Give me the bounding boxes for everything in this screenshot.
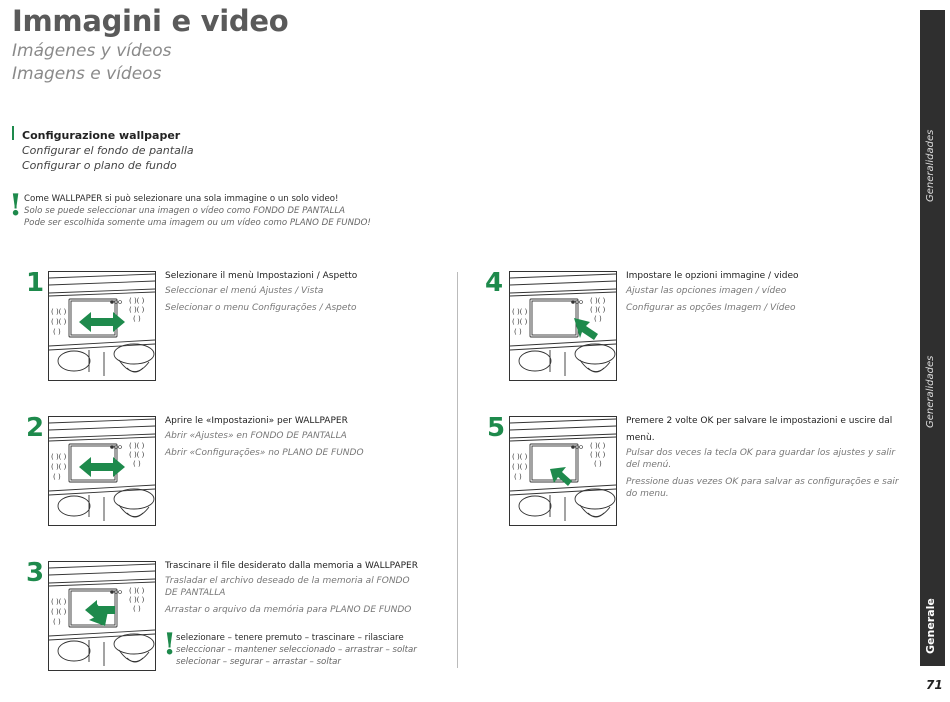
sidebar-label-bottom: Generale — [924, 598, 937, 654]
chapter-sidebar — [920, 10, 945, 666]
svg-text:( )( ): ( )( ) — [129, 587, 145, 595]
step-text-es: Trasladar el archivo deseado de la memoria al FONDO DE PANTALLA — [165, 576, 410, 598]
page-number: 71 — [926, 678, 943, 692]
warning-icon: ! — [163, 627, 177, 662]
page-subtitle-pt: Imagens e vídeos — [12, 64, 162, 84]
svg-text:( ): ( ) — [514, 328, 522, 336]
step-number: 2 — [26, 413, 45, 443]
svg-text:( ): ( ) — [53, 618, 61, 626]
page-subtitle-es: Imágenes y vídeos — [12, 41, 172, 61]
svg-text:( ): ( ) — [594, 315, 602, 323]
step-text-pt: Arrastar o arquivo da memória para PLANO DE FUNDO — [165, 605, 412, 615]
svg-text:( )( ): ( )( ) — [512, 463, 528, 471]
svg-text:( ): ( ) — [133, 460, 141, 468]
step-number: 5 — [487, 413, 506, 443]
step-text — [626, 413, 911, 505]
step-illustration — [509, 271, 617, 381]
step-text-es: Pulsar dos veces la tecla OK para guardar los ajustes y salir del menú. — [626, 448, 896, 470]
section-title-pt: Configurar o plano de fundo — [22, 159, 177, 172]
section-title-es: Configurar el fondo de pantalla — [22, 144, 194, 157]
svg-text:( )( ): ( )( ) — [51, 453, 67, 461]
svg-text:( )( ): ( )( ) — [51, 318, 67, 326]
step-illustration — [509, 416, 617, 526]
step3-note-es: seleccionar – mantener seleccionado – arrastrar – soltar — [176, 645, 417, 655]
step-illustration — [48, 561, 156, 671]
svg-text:( ): ( ) — [133, 605, 141, 613]
section-title: Configurazione wallpaper — [22, 129, 181, 142]
svg-text:( ): ( ) — [53, 328, 61, 336]
step-illustration — [48, 271, 156, 381]
svg-text:( )( ): ( )( ) — [129, 297, 145, 305]
svg-text:( ): ( ) — [53, 473, 61, 481]
svg-text:( )( ): ( )( ) — [51, 463, 67, 471]
step-text-pt: Abrir «Configurações» no PLANO DE FUNDO — [165, 448, 364, 458]
notice-it: Come WALLPAPER si può selezionare una sola immagine o un solo video! — [24, 194, 339, 204]
notice-block — [24, 193, 404, 229]
svg-text:( )( ): ( )( ) — [590, 442, 606, 450]
step-text-it: Selezionare il menù Impostazioni / Aspetto — [165, 271, 358, 281]
step3-note-it: selezionare – tenere premuto – trascinare – rilasciare — [176, 633, 404, 643]
svg-text:( ): ( ) — [133, 315, 141, 323]
notice-es: Solo se puede seleccionar una imagen o vídeo como FONDO DE PANTALLA — [24, 206, 346, 216]
column-divider — [457, 272, 458, 668]
svg-text:( ): ( ) — [594, 460, 602, 468]
page-title: Immagini e video — [12, 4, 289, 38]
sidebar-label-mid: Generalidades — [925, 355, 936, 428]
warning-icon: ! — [9, 188, 23, 223]
step-text-es: Seleccionar el menú Ajustes / Vista — [165, 286, 324, 296]
svg-text:( )( ): ( )( ) — [129, 596, 145, 604]
step-text-it: Trascinare il file desiderato dalla memoria a WALLPAPER — [165, 561, 418, 571]
svg-text:( )( ): ( )( ) — [590, 306, 606, 314]
step-text — [626, 268, 911, 319]
section-marker — [12, 126, 14, 140]
step-text — [165, 268, 420, 319]
notice-pt: Pode ser escolhida somente uma imagem ou um vídeo como PLANO DE FUNDO! — [24, 218, 371, 228]
step-number: 3 — [26, 558, 45, 588]
svg-text:( )( ): ( )( ) — [590, 451, 606, 459]
svg-text:( ): ( ) — [514, 473, 522, 481]
svg-text:( )( ): ( )( ) — [51, 308, 67, 316]
svg-text:( )( ): ( )( ) — [129, 306, 145, 314]
svg-text:( )( ): ( )( ) — [512, 318, 528, 326]
step-text-pt: Configurar as opções Imagem / Vídeo — [626, 303, 796, 313]
step-text-pt: Selecionar o menu Configurações / Aspeto — [165, 303, 357, 313]
svg-text:( )( ): ( )( ) — [590, 297, 606, 305]
step-text — [165, 558, 420, 621]
step3-note — [176, 632, 446, 668]
step-text-it: Premere 2 volte OK per salvare le impostazioni e uscire dal menù. — [626, 416, 893, 443]
sidebar-label-top: Generalidades — [925, 129, 936, 202]
svg-text:( )( ): ( )( ) — [129, 442, 145, 450]
step-text-es: Ajustar las opciones imagen / vídeo — [626, 286, 787, 296]
svg-text:( )( ): ( )( ) — [512, 453, 528, 461]
step-text-es: Abrir «Ajustes» en FONDO DE PANTALLA — [165, 431, 347, 441]
step-illustration — [48, 416, 156, 526]
step-text — [165, 413, 420, 464]
step-number: 4 — [485, 268, 504, 298]
step-text-it: Impostare le opzioni immagine / video — [626, 271, 799, 281]
svg-text:( )( ): ( )( ) — [512, 308, 528, 316]
step3-note-pt: selecionar – segurar – arrastar – soltar — [176, 657, 341, 667]
step-text-it: Aprire le «Impostazioni» per WALLPAPER — [165, 416, 348, 426]
svg-text:( )( ): ( )( ) — [51, 608, 67, 616]
step-number: 1 — [26, 268, 45, 298]
step-text-pt: Pressione duas vezes OK para salvar as configurações e sair do menu. — [626, 477, 899, 499]
svg-text:( )( ): ( )( ) — [129, 451, 145, 459]
svg-text:( )( ): ( )( ) — [51, 598, 67, 606]
